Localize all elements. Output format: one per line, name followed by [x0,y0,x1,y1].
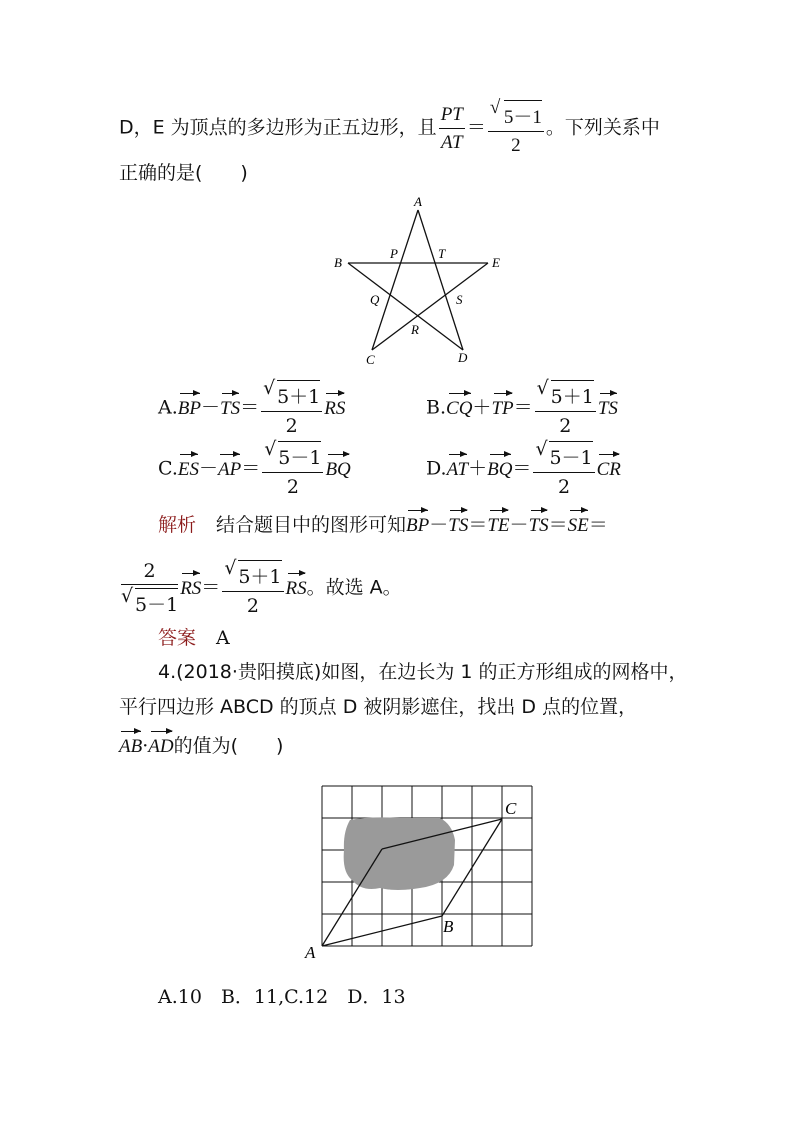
solution-label: 解析 [158,514,197,536]
star-label-e: E [492,255,500,270]
operator: － [200,396,220,419]
vector-ts: TS [220,390,240,420]
equals-sign: ＝ [512,457,532,480]
vector-bq: BQ [487,451,512,481]
equals-sign: ＝ [588,514,608,536]
equals-sign: ＝ [548,514,568,536]
coefficient-fraction [533,441,594,498]
grid-label-c: C [505,799,517,818]
vector-es: ES [178,451,199,481]
fraction-numerator: 2 [121,560,178,585]
answer-value: A [216,627,230,649]
vector-cq: CQ [446,390,472,420]
operator: － [509,514,529,536]
star-label-p: P [390,246,398,261]
option-key: D. [426,457,447,480]
vector-bq: BQ [325,451,350,481]
option-a[interactable] [158,380,345,437]
equals-sign: ＝ [240,396,260,419]
equals-sign: ＝ [513,396,533,419]
coefficient-fraction [535,380,596,437]
grid-label-a: A [305,943,316,962]
star-label-b: B [334,255,342,270]
vector-te: TE [487,507,509,537]
fraction-denominator: 5－1 [135,588,178,617]
fraction-denominator: 2 [286,476,299,498]
shaded-blob [344,817,455,890]
star-label-a: A [414,194,422,209]
fraction-denominator: 2 [285,415,298,437]
stem-text-suffix: 的值为( ) [173,735,284,757]
vector-bp: BP [178,390,201,420]
fraction-numerator: 5＋1 [277,380,320,409]
vector-ab: AB [119,728,142,758]
fraction-denominator: 2 [559,415,572,437]
star-label-q: Q [370,292,380,307]
vector-ts: TS [598,390,618,420]
solution-fraction-2 [222,560,283,617]
option-b[interactable] [426,380,618,437]
option-key: C. [158,457,178,480]
fraction-denominator: AT [441,131,463,153]
answer-label: 答案 [158,627,197,649]
vector-bp: BP [406,507,429,537]
equals-sign: ＝ [468,514,488,536]
answer-line [158,623,230,650]
vector-at: AT [447,451,468,481]
stem-text-prefix: D，E 为顶点的多边形为正五边形，且 [119,116,437,139]
question-4-stem-line-1: 4.(2018·贵阳摸底)如图，在边长为 1 的正方形组成的网格中， [158,661,688,683]
operator: ＋ [472,396,492,419]
coefficient-fraction [261,380,322,437]
vector-rs: RS [286,570,307,600]
fraction-numerator: 5＋1 [238,560,281,589]
question-3-stem-line-1 [119,100,660,157]
fraction-denominator: 2 [557,476,571,498]
fraction-denominator: 2 [511,135,521,156]
star-label-t: T [438,246,446,261]
option-key: A. [158,396,178,419]
vector-cr: CR [597,451,621,481]
option-d[interactable] [426,441,621,498]
vector-rs: RS [324,390,345,420]
vector-ts: TS [448,507,468,537]
stem-text-suffix: 。下列关系中 [545,116,660,139]
question-4-options[interactable]: A.10 B．11,C.12 D．13 [158,986,406,1008]
grid-parallelogram-figure [300,780,540,965]
option-c[interactable] [158,441,351,498]
solution-conclusion: 。故选 A。 [306,576,402,599]
star-label-c: C [366,352,375,367]
question-3-stem-line-2: 正确的是( ) [119,162,248,184]
star-label-d: D [458,350,468,365]
fraction-numerator: 5－1 [549,441,592,470]
solution-text: 结合题目中的图形可知 [216,514,407,536]
fraction-numerator: 5＋1 [551,380,594,409]
ratio-fraction-lhs [439,104,465,154]
question-4-stem-line-3 [119,728,283,758]
question-4-stem-line-2: 平行四边形 ABCD 的顶点 D 被阴影遮住，找出 D 点的位置， [119,696,638,718]
equals-sign: ＝ [201,576,221,599]
vector-se: SE [568,507,589,537]
operator: － [429,514,449,536]
vector-ad: AD [148,728,173,758]
vector-tp: TP [491,390,513,420]
fraction-numerator: 5－1 [504,100,542,129]
equals-sign: ＝ [241,457,261,480]
vector-ts: TS [529,507,549,537]
grid-label-b: B [443,917,454,936]
option-key: B. [426,396,447,419]
solution-line-1 [158,507,608,537]
operator: － [199,457,219,480]
equals-sign: ＝ [466,116,486,139]
star-label-r: R [411,322,419,337]
ratio-fraction-rhs [488,100,544,157]
dot-operator: · [142,735,149,757]
fraction-denominator: 2 [246,595,259,617]
solution-line-2 [119,560,402,617]
coefficient-fraction [262,441,323,498]
star-label-s: S [456,292,463,307]
operator: ＋ [468,457,488,480]
pentagram-figure [330,190,510,370]
fraction-numerator: 5－1 [278,441,321,470]
fraction-numerator: PT [439,104,465,129]
solution-fraction-1 [121,560,178,617]
vector-rs: RS [180,570,201,600]
vector-ap: AP [218,451,241,481]
